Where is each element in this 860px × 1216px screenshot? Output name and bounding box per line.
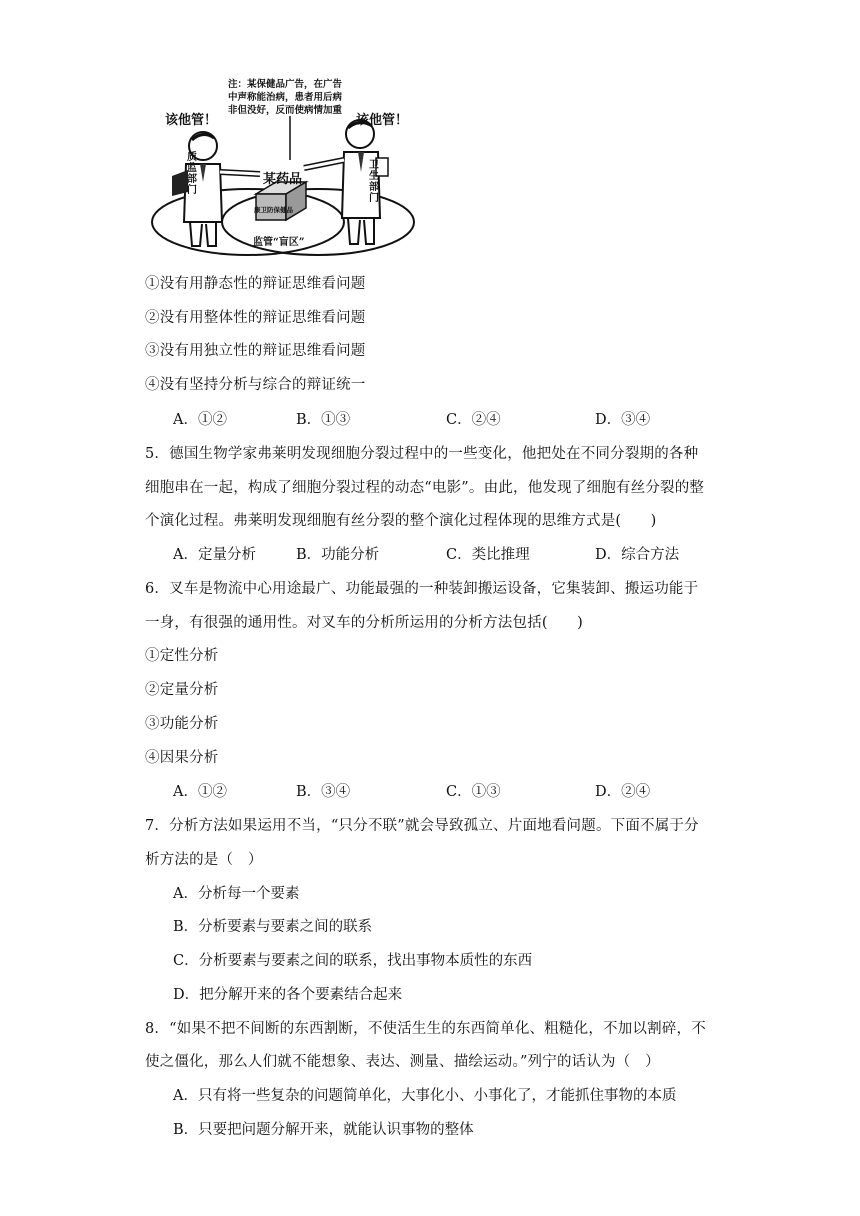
- ad-note-line: 中声称能治病，患者用后病: [228, 92, 343, 103]
- q6-option-c[interactable]: C．①③: [446, 784, 501, 800]
- q6-statement: ①定性分析: [145, 648, 219, 664]
- q4-statement: ①没有用静态性的辩证思维看问题: [145, 276, 366, 292]
- ad-note: [228, 78, 342, 117]
- q6-option-a[interactable]: A．①②: [173, 784, 227, 800]
- left-dept-label: 质监部门: [187, 152, 197, 196]
- speech-right: 该他管！: [356, 113, 409, 128]
- q7-option-d[interactable]: D．把分解开来的各个要素结合起来: [173, 987, 403, 1003]
- q6-statement: ③功能分析: [145, 716, 219, 732]
- q8-stem-line: 使之僵化，那么人们就不能想象、表达、测量、描绘运动。”列宁的话认为（ ）: [145, 1054, 660, 1070]
- q4-option-d[interactable]: D．③④: [595, 412, 651, 428]
- q6-option-b[interactable]: B．③④: [296, 784, 351, 800]
- q7-option-c[interactable]: C．分析要素与要素之间的联系，找出事物本质性的东西: [173, 953, 533, 969]
- q5-option-d[interactable]: D．综合方法: [595, 547, 680, 563]
- q5-option-a[interactable]: A．定量分析: [173, 547, 256, 563]
- q5-stem-line: 细胞串在一起，构成了细胞分裂过程的动态“电影”。由此，他发现了细胞有丝分裂的整: [145, 480, 705, 496]
- regulation-zone-label: 监管“盲区”: [253, 237, 305, 248]
- q6-stem-line: 一身，有很强的通用性。对叉车的分析所运用的分析方法包括( ): [145, 615, 584, 631]
- q4-statement: ②没有用整体性的辩证思维看问题: [145, 310, 366, 326]
- q4-statement: ④没有坚持分析与综合的辩证统一: [145, 377, 366, 393]
- q7-option-b[interactable]: B．分析要素与要素之间的联系: [173, 919, 373, 935]
- q7-option-a[interactable]: A．分析每一个要素: [173, 886, 300, 902]
- drug-label: 某药品: [263, 172, 303, 187]
- q6-statement: ②定量分析: [145, 682, 219, 698]
- q5-option-b[interactable]: B．功能分析: [296, 547, 380, 563]
- right-dept-label: 卫生部门: [369, 160, 379, 204]
- q5-stem-line: 个演化过程。弗莱明发现细胞有丝分裂的整个演化过程体现的思维方式是( ): [145, 513, 657, 529]
- q8-option-a[interactable]: A．只有将一些复杂的问题简单化，大事化小、小事化了，才能抓住事物的本质: [173, 1088, 677, 1104]
- q4-option-c[interactable]: C．②④: [446, 412, 501, 428]
- q4-option-b[interactable]: B．①③: [296, 412, 351, 428]
- speech-left: 该他管！: [165, 113, 218, 128]
- q7-stem-line: 析方法的是（ ）: [145, 852, 263, 868]
- q6-statement: ④因果分析: [145, 750, 219, 766]
- ad-note-line: 注：某保健品广告，在广告: [228, 79, 343, 90]
- q8-option-b[interactable]: B．只要把问题分解开来，就能认识事物的整体: [173, 1122, 474, 1138]
- q7-stem-line: 7．分析方法如果运用不当，“只分不联”就会导致孤立、片面地看问题。下面不属于分: [145, 818, 699, 834]
- q6-stem-line: 6．叉车是物流中心用途最广、功能最强的一种装卸搬运设备，它集装卸、搬运功能于: [145, 581, 699, 597]
- q5-stem-line: 5．德国生物学家弗莱明发现细胞分裂过程中的一些变化，他把处在不同分裂期的各种: [145, 446, 699, 462]
- q4-statement: ③没有用独立性的辩证思维看问题: [145, 343, 366, 359]
- q4-option-a[interactable]: A．①②: [173, 412, 227, 428]
- q8-stem-line: 8．“如果不把不间断的东西割断，不使活生生的东西简单化、粗糙化，不加以割碎，不: [145, 1021, 706, 1037]
- q5-option-c[interactable]: C．类比推理: [446, 547, 530, 563]
- q6-option-d[interactable]: D．②④: [595, 784, 651, 800]
- ad-note-line: 非但没好，反而使病情加重: [228, 105, 343, 116]
- product-box-label: 康卫防保健品: [254, 206, 293, 214]
